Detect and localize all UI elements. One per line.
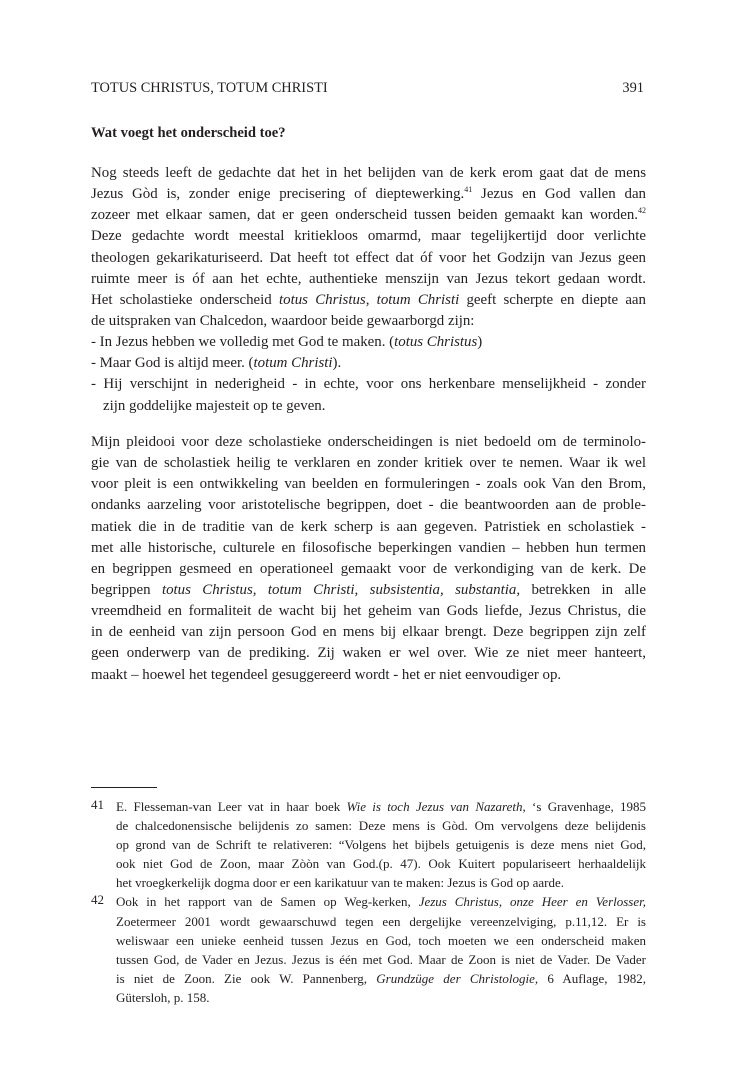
running-header [91,79,644,97]
text-line: Nog steeds leeft de gedachte dat het in het belijden van de kerk erom gaat dat de mens [91,165,646,181]
text-line: in de eenheid van zijn persoon God en mens bij elkaar brengt. Deze begrippen zijn zelf [91,624,646,641]
text-line: zozeer met elkaar samen, dat er geen onderscheid tussen beiden gemaakt kan worden.$^{42}$ [91,206,646,224]
bullet-item: - Maar God is altijd meer. (totum Christi). [91,355,342,372]
footnote-line: de chalcedonensische belijdenis zo samen: Deze mens is Gòd. Om vervolgens deze belijdenis [116,818,646,834]
footnote-ref-42[interactable]: 42 [638,206,646,216]
text-line: Deze gedachte wordt meestal kritiekloos omarmd, maar tegelijkertijd door verlichte [91,228,646,245]
footnote-41 [91,797,646,892]
text-line: voor pleit is een ontwikkeling van beelden en formuleringen - zoals ook Van den Brom, [91,476,646,493]
footnote-line: weliswaar een unieke eenheid tussen Jezus en God, toch moeten we een onderscheid maken [116,932,646,948]
text-line: begrippen totus Christus, totum Christi, subsistentia, substantia, betrekken in alle [91,581,647,598]
text-line: en begrippen gesmeed en operationeel gemaakt voor de verkondiging van de kerk. De [91,560,646,577]
text-line: geen onderwerp van de prediking. Zij waken er wel over. Wie ze niet meer hanteert, [91,645,646,662]
footnote-line: op grond van de Schrift te relativeren: “Volgens het bijbels getuigenis is deze mens niet God, [116,837,646,853]
bullet-item-continuation: zijn goddelijke majesteit op te geven. [103,397,326,414]
footnotes [91,797,646,1007]
footnote-line: Gütersloh, p. 158. [116,989,210,1005]
text-line: Het scholastieke onderscheid totus Christus, totum Christi geeft scherpte en diepte aan [91,291,646,308]
paragraph-2 [91,432,646,686]
footnote-line: Ook in het rapport van de Samen op Weg-kerken, Jezus Christus, onze Heer en Verlosser, [116,894,646,910]
text-line: theologen gekarikaturiseerd. Dat heeft tot effect dat óf voor het Godzijn van Jezus geen [91,249,646,266]
text-line: Mijn pleidooi voor deze scholastieke onderscheidingen is niet bedoeld om de terminolo- [91,434,646,450]
text-line: ruimte meer is óf aan het echte, authentieke menszijn van Jezus tekort gedaan wordt. [91,270,646,287]
text-line: de uitspraken van Chalcedon, waardoor beide gewaarborgd zijn: [91,312,475,329]
section-heading: Wat voegt het onderscheid toe? [91,125,286,141]
footnote-line: E. Flesseman-van Leer vat in haar boek Wie is toch Jezus van Nazareth, ‘s Gravenhage, 1985 [116,799,647,814]
text-line: maakt – hoewel het tegendeel gesuggereerd wordt - het er niet eenvoudiger op. [91,666,562,683]
footnote-separator [91,787,157,788]
paragraph-1 [91,163,646,417]
text-line: ondanks aarzeling voor aristotelische begrippen, doet - die beantwoorden aan de proble- [91,497,646,514]
text-line: gie van de scholastiek heilig te verklaren en zonder kritiek over te nemen. Waar ik wel [91,455,646,472]
text-line: Jezus Gòd is, zonder enige precisering of dieptewerking.$^{41}$ Jezus en God vallen dan [91,185,646,203]
footnote-number: 41 [91,797,104,812]
footnote-line: Zoetermeer 2001 wordt gewaarschuwd tegen een dergelijke vereenzelviging, p.11,12. Er is [116,913,646,929]
footnote-line: het vroegkerkelijk dogma door er een karikatuur van te maken: Jezus is God op aarde. [116,875,564,891]
footnote-number: 42 [91,892,104,908]
bullet-item: - In Jezus hebben we volledig met God te maken. (totus Christus) [91,334,483,351]
footnote-42 [91,892,646,1007]
bullet-item: - Hij verschijnt in nederigheid - in echte, voor ons herkenbare menselijkheid - zonder [91,376,646,393]
text-line: vreemdheid en formaliteit de wacht bij het geheim van Gods liefde, Jezus Christus, die [91,603,646,620]
footnote-ref-41[interactable]: 41 [464,185,473,195]
footnote-line: tussen God, de Vader en Jezus. Jezus is één met God. Maar de Zoon is niet de Vader. De Vader [116,951,646,967]
running-title: TOTUS CHRISTUS, TOTUM CHRISTI [91,80,328,96]
page-number: 391 [622,80,644,96]
footnote-line: ook niet God de Zoon, maar Zòòn van God.(p. 47). Ook Kuitert populariseert herhaaldelijk [116,856,646,872]
text-line: matiek die in de traditie van de kerk scherp is aan gegeven. Patristiek en scholastiek - [91,518,646,535]
text-line: met alle historische, culturele en filosofische beperkingen vandien – hebben hun termen [91,539,646,556]
footnote-line: is niet de Zoon. Zie ook W. Pannenberg, Grundzüge der Christologie, 6 Auflage, 1982, [116,970,646,986]
